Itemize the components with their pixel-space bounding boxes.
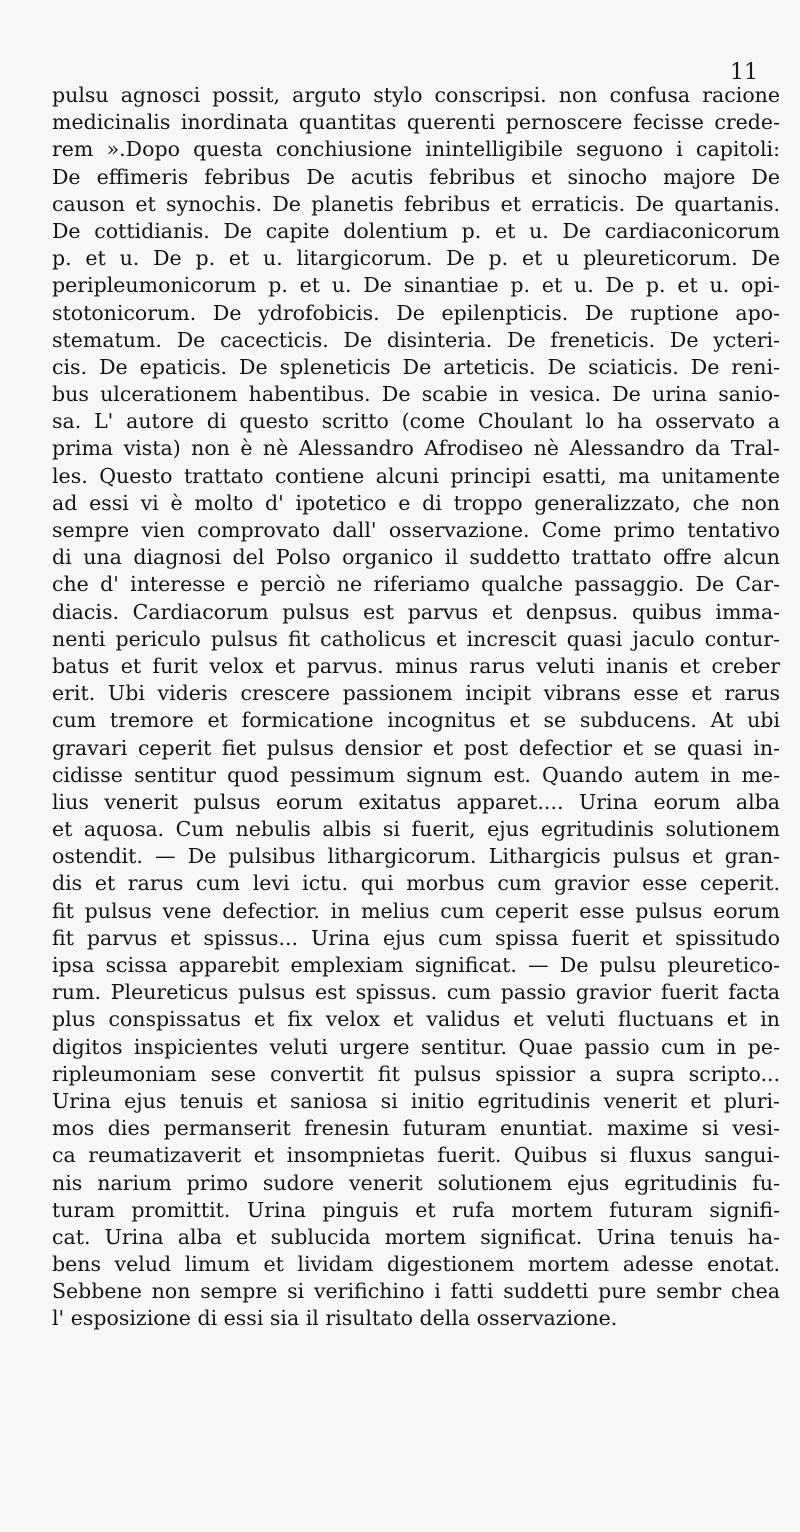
text-line: Urina ejus tenuis et saniosa si initio egritudinis venerit et pluri-	[52, 1088, 780, 1113]
page-number: 11	[730, 60, 758, 85]
text-line: plus conspissatus et fix velox et validus et veluti fluctuans et in	[52, 1007, 780, 1032]
text-line: sa. L' autore di questo scritto (come Choulant lo ha osservato a	[52, 409, 780, 434]
text-line: et aquosa. Cum nebulis albis si fuerit, ejus egritudinis solutionem	[52, 817, 780, 842]
text-line: che d' interesse e perciò ne riferiamo qualche passaggio. De Car-	[52, 572, 780, 597]
text-line: De effimeris febribus De acutis febribus et sinocho majore De	[52, 164, 780, 189]
text-line: diacis. Cardiacorum pulsus est parvus et denpsus. quibus imma-	[52, 599, 780, 624]
text-line: ripleumoniam sese convertit fit pulsus spissior a supra scripto...	[52, 1061, 780, 1086]
text-line: fit parvus et spissus... Urina ejus cum spissa fuerit et spissitudo	[52, 925, 780, 950]
text-line: batus et furit velox et parvus. minus rarus veluti inanis et creber	[52, 653, 780, 678]
text-line: prima vista) non è nè Alessandro Afrodiseo nè Alessandro da Tral-	[52, 436, 780, 461]
text-line: medicinalis inordinata quantitas querenti pernoscere fecisse crede-	[52, 110, 780, 135]
text-line: dis et rarus cum levi ictu. qui morbus cum gravior esse ceperit.	[52, 871, 780, 896]
text-line: turam promittit. Urina pinguis et rufa mortem futuram signifi-	[52, 1197, 780, 1222]
text-line: p. et u. De p. et u. litargicorum. De p. et u pleureticorum. De	[52, 246, 780, 271]
text-line: nis narium primo sudore venerit solutionem ejus egritudinis fu-	[52, 1170, 780, 1195]
text-line: l' esposizione di essi sia il risultato della osservazione.	[52, 1306, 618, 1331]
text-line: mos dies permanserit frenesin futuram enuntiat. maxime si vesi-	[52, 1116, 780, 1141]
text-line: cat. Urina alba et sublucida mortem significat. Urina tenuis ha-	[52, 1224, 780, 1249]
text-line: pulsu agnosci possit, arguto stylo conscripsi. non confusa racione	[52, 83, 780, 107]
text-line: di una diagnosi del Polso organico il suddetto trattato offre alcun	[52, 545, 780, 570]
body-text	[52, 82, 780, 1333]
text-line: Sebbene non sempre si verifichino i fatti suddetti pure sembr chea	[52, 1279, 780, 1304]
text-line: sempre vien comprovato dall' osservazione. Come primo tentativo	[52, 518, 780, 542]
text-line: erit. Ubi videris crescere passionem incipit vibrans esse et rarus	[52, 681, 780, 706]
text-line: peripleumonicorum p. et u. De sinantiae p. et u. De p. et u. opi-	[52, 273, 780, 298]
text-line: cum tremore et formicatione incognitus et se subducens. At ubi	[52, 708, 780, 733]
text-line: digitos inspicientes veluti urgere sentitur. Quae passio cum in pe-	[52, 1034, 780, 1059]
text-line: bens velud limum et lividam digestionem mortem adesse enotat.	[52, 1252, 780, 1277]
text-line: De cottidianis. De capite dolentium p. et u. De cardiaconicorum	[52, 218, 780, 243]
text-line: ostendit. — De pulsibus lithargicorum. Lithargicis pulsus et gran-	[52, 844, 780, 869]
text-line: cis. De epaticis. De spleneticis De arteticis. De sciaticis. De reni-	[52, 354, 780, 379]
text-line: nenti periculo pulsus fit catholicus et increscit quasi jaculo contur-	[52, 626, 780, 651]
text-line: lius venerit pulsus eorum exitatus apparet.... Urina eorum alba	[52, 789, 780, 814]
text-line: gravari ceperit fiet pulsus densior et post defectior et se quasi in-	[52, 735, 780, 760]
text-line: bus ulcerationem habentibus. De scabie in vesica. De urina sanio-	[52, 382, 780, 407]
text-line: rem ».Dopo questa conchiusione inintelligibile seguono i capitoli:	[52, 137, 780, 162]
text-line: causon et synochis. De planetis febribus et erraticis. De quartanis.	[52, 191, 780, 216]
text-line: ca reumatizaverit et insompnietas fuerit. Quibus si fluxus sangui-	[52, 1143, 780, 1168]
text-line: ipsa scissa apparebit emplexiam significat. — De pulsu pleuretico-	[52, 953, 780, 977]
text-line: ad essi vi è molto d' ipotetico e di troppo generalizzato, che non	[52, 490, 780, 515]
text-line: stotonicorum. De ydrofobicis. De epilenpticis. De ruptione apo-	[52, 300, 780, 325]
text-line: rum. Pleureticus pulsus est spissus. cum passio gravior fuerit facta	[52, 980, 780, 1005]
text-line: les. Questo trattato contiene alcuni principi esatti, ma unitamente	[52, 463, 780, 488]
text-line: stematum. De cacecticis. De disinteria. De freneticis. De ycteri-	[52, 327, 780, 352]
text-line: fit pulsus vene defectior. in melius cum ceperit esse pulsus eorum	[52, 898, 780, 923]
text-line: cidisse sentitur quod pessimum signum est. Quando autem in me-	[52, 762, 780, 787]
